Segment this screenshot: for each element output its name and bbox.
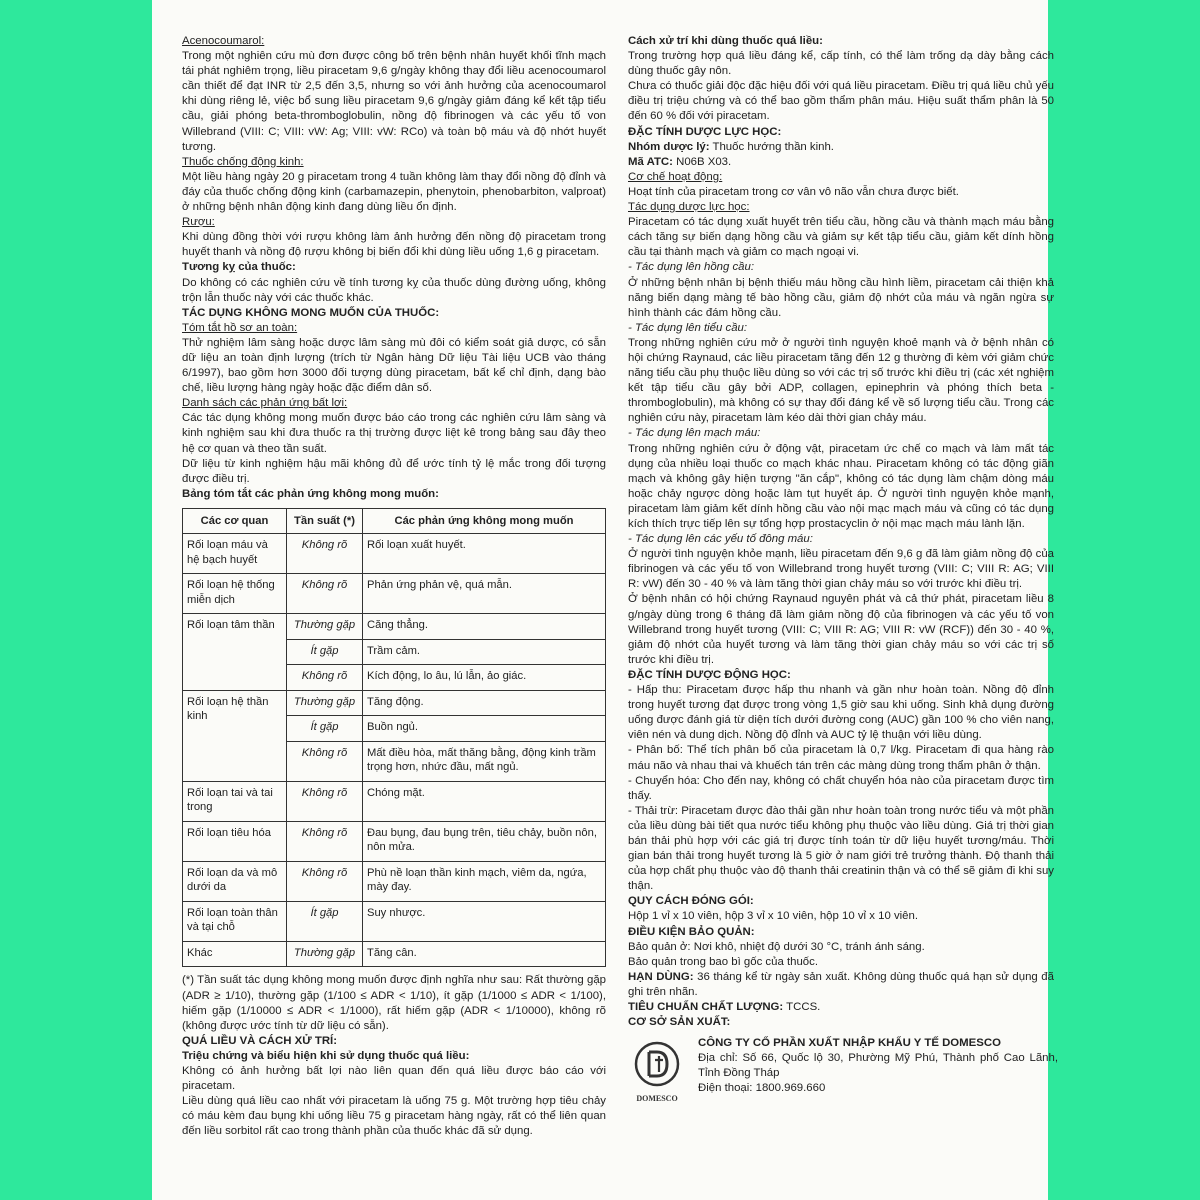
packaging-heading: QUY CÁCH ĐÓNG GÓI:	[628, 895, 754, 908]
alcohol-heading: Rượu:	[182, 216, 215, 229]
adverse-list-text-2: Dữ liệu từ kinh nghiệm hậu mãi không đủ để ước tính tỷ lệ mắc trong đối tượng được điều trị.	[182, 457, 606, 485]
frequency-cell: Không rõ	[287, 741, 363, 781]
platelet-effect-heading: - Tác dụng lên tiểu cầu:	[628, 321, 748, 334]
reaction-cell: Căng thẳng.	[363, 614, 606, 640]
alcohol-text: Khi dùng đồng thời với rượu không làm ảnh hưởng đến nồng độ piracetam trong huyết thanh và nồng độ rượu không bị biến đổi khi dùng liều uống 1,6 g piracetam.	[182, 231, 606, 259]
overdose-symptoms-text-2: Liều dùng quá liều cao nhất với piracetam là uống 75 g. Một trường hợp tiêu chảy có máu kèm đau bụng khi uống liều 75 g piracetam hàng ngày, rất có thể liên quan đến liều sorbitol rất cao trong thành phần của thuốc khác đã sử dụng.	[182, 1095, 606, 1138]
reaction-cell: Phản ứng phản vệ, quá mẫn.	[363, 574, 606, 614]
platelet-effect-text: Trong những nghiên cứu mở ở người tình nguyện khoẻ mạnh và ở bệnh nhân có hội chứng Raynaud, các liều piracetam tăng đến 12 g thường đi kèm với giảm chức năng tiểu cầu phụ thuộc liều dùng so với các trị số trước khi điều trị (các xét nghiệm kết tập tiểu cầu gây bởi ADP, collagen, epinephrin và phóng thích beta - thromboglobulin), mà không có sự thay đổi đáng kể về số lượng tiểu cầu. Trong các nghiên cứu này, piracetam làm kéo dài thời gian chảy máu.	[628, 336, 1054, 425]
organ-cell: Rối loạn tiêu hóa	[183, 821, 287, 861]
table-row	[183, 534, 606, 574]
manufacturer-details	[698, 1036, 1058, 1096]
table-row	[183, 574, 606, 614]
incompatibility-text: Do không có các nghiên cứu về tính tương kỵ của thuốc dùng đường uống, không trộn lẫn thuốc này với các thuốc khác.	[182, 276, 606, 304]
reaction-cell: Tăng động.	[363, 690, 606, 716]
mechanism-text: Hoạt tính của piracetam trong cơ vân vô não vẫn chưa được biết.	[628, 185, 959, 198]
storage-text: Bảo quản ở: Nơi khô, nhiệt độ dưới 30 °C, tránh ánh sáng.	[628, 940, 925, 953]
coagulation-effect-heading: - Tác dụng lên các yếu tố đông máu:	[628, 533, 813, 546]
table-row	[183, 614, 606, 640]
frequency-cell: Không rõ	[287, 665, 363, 691]
safety-summary-text: Thử nghiệm lâm sàng hoặc dược lâm sàng mù đôi có kiểm soát giả dược, có sẵn dữ liệu an toàn định lượng (trích từ Ngân hàng Dữ liệu Tài liệu UCB vào tháng 6/1997), bao gồm hơn 3000 đối tượng dùng piracetam, bất kể chỉ định, dạng bào chế, liều lượng hàng ngày hoặc đặc điểm dân số.	[182, 336, 606, 395]
acenocoumarol-text: Trong một nghiên cứu mù đơn được công bố trên bệnh nhân huyết khối tĩnh mạch tái phát nghiêm trọng, liều piracetam 9,6 g/ngày không thay đổi liều acenocoumarol cần thiết để đạt INR từ 2,5 đến 3,5, nhưng so với ảnh hưởng của acenocoumarol khi dùng riêng lẻ, việc bổ sung liều piracetam 9,6 g/ngày giảm đáng kể kết tập tiểu cầu, giải phóng beta-thromboglobulin, nồng độ fibrinogen và các yếu tố von Willebrand (VIII: C; VIII: vW: Ag; VIII: vW: RCo) và toàn bộ máu và độ nhớt huyết tương.	[182, 50, 606, 153]
pk-elimination: - Thải trừ: Piracetam được đào thải gần như hoàn toàn trong nước tiểu và một phần của liều dùng bài tiết qua nước tiểu không phụ thuộc vào liều dùng. Giá trị thời gian bán thải phù hợp với các giá trị được tính toán từ dữ liệu huyết tương/máu. Thời gian bán thải trong huyết tương là 5 giờ ở nam giới trẻ trưởng thành. Độ thanh thải của hợp chất phụ thuộc vào độ thanh thải creatinin thận và có thể sẽ giảm đi khi suy thận.	[628, 804, 1054, 893]
safety-summary-heading: Tóm tắt hồ sơ an toàn:	[182, 321, 298, 334]
adverse-table-heading: Bảng tóm tắt các phản ứng không mong muốn:	[182, 487, 439, 500]
reaction-cell: Phù nề loạn thần kinh mạch, viêm da, ngứa, mày đay.	[363, 861, 606, 901]
pd-effects-heading: Tác dụng dược lực học:	[628, 201, 750, 214]
group-label: Nhóm dược lý:	[628, 140, 710, 153]
organ-cell: Rối loạn hệ thần kinh	[183, 690, 287, 781]
logo-text: DOMESCO	[636, 1094, 678, 1104]
table-row	[183, 690, 606, 716]
table-row	[183, 781, 606, 821]
frequency-cell: Thường gặp	[287, 690, 363, 716]
overdose-treatment-text: Trong trường hợp quá liều đáng kể, cấp tính, có thể làm trống dạ dày bằng cách dùng thuốc gây nôn.	[628, 50, 1054, 78]
frequency-cell: Ít gặp	[287, 639, 363, 665]
domesco-logo-icon	[632, 1040, 682, 1104]
overdose-treatment-heading: Cách xử trí khi dùng thuốc quá liều:	[628, 35, 823, 47]
frequency-cell: Không rõ	[287, 781, 363, 821]
manufacturer-block	[628, 1036, 1058, 1106]
company-phone: Điện thoại: 1800.969.660	[698, 1082, 826, 1095]
overdose-treatment-text-2: Chưa có thuốc giải độc đặc hiệu đối với quá liều piracetam. Điều trị quá liều chủ yếu điều trị triệu chứng và có thể bao gồm thẩm phân máu. Hiệu suất thẩm phân là 50 đến 60 % đối với piracetam.	[628, 80, 1054, 123]
quality-standard-label: TIÊU CHUẨN CHẤT LƯỢNG:	[628, 1001, 784, 1013]
pharmacologic-group	[628, 140, 1054, 155]
coagulation-effect-text-2: Ở bệnh nhân có hội chứng Raynaud nguyên phát và cả thứ phát, piracetam liều 8 g/ngày dùng trong 6 tháng đã làm giảm nồng độ của fibrinogen và các yếu tố von Willebrand trong huyết tương (VIII: C; VIII R: AG; VIII R: vW (RCF)) đến 30 - 40 %, giảm độ nhớt của huyết tương và làm tăng thời gian chảy máu so với các trị số trước khi điều trị.	[628, 593, 1054, 666]
storage-heading: ĐIỀU KIỆN BẢO QUẢN:	[628, 925, 755, 938]
frequency-cell: Không rõ	[287, 821, 363, 861]
overdose-heading: QUÁ LIỀU VÀ CÁCH XỬ TRÍ:	[182, 1034, 337, 1047]
packaging-text: Hộp 1 vỉ x 10 viên, hộp 3 vỉ x 10 viên, hộp 10 vỉ x 10 viên.	[628, 910, 918, 923]
rbc-effect-text: Ở những bệnh nhân bị bệnh thiếu máu hồng cầu hình liềm, piracetam cải thiện khả năng biến dạng màng tế bào hồng cầu, giảm độ nhớt của máu và ngăn ngừa sự hình thành các đám hồng cầu.	[628, 276, 1054, 319]
quality-standard-value: TCCS.	[783, 1001, 821, 1013]
quality-standard	[628, 1000, 1054, 1015]
organ-cell: Rối loạn toàn thân và tại chỗ	[183, 901, 287, 941]
group-value: Thuốc hướng thần kinh.	[709, 140, 834, 153]
vessel-effect-text: Trong những nghiên cứu ở động vật, piracetam ức chế co mạch và làm mất tác dụng của nhiều loại thuốc co mạch khác nhau. Piracetam không có tác động giãn mạch và không gây hiện tượng "ăn cắp", không có tác dụng làm chậm dòng máu hoặc chảy ngược dòng hoặc làm tụt huyết áp. Ở người tình nguyện khỏe mạnh, piracetam làm giảm kết dính hồng cầu vào nội mạc mạch máu và cũng có tác dụng kích thích trực tiếp lên sự tổng hợp prostacyclin ở nội mạc mạch máu lành lặn.	[628, 442, 1054, 530]
right-column	[628, 34, 1058, 1106]
adverse-reactions-table	[182, 508, 606, 968]
pharmacokinetics-heading: ĐẶC TÍNH DƯỢC ĐỘNG HỌC:	[628, 668, 791, 681]
pd-effects-text: Piracetam có tác dụng xuất huyết trên tiểu cầu, hồng cầu và thành mạch máu bằng cách tăng sự biến dạng hồng cầu và giảm sự kết tập tiểu cầu, giảm kết dính hồng cầu tại thành mạch và giảm co mạch ngoại vi.	[628, 216, 1054, 259]
table-row	[183, 941, 606, 967]
frequency-cell: Ít gặp	[287, 901, 363, 941]
organ-cell: Khác	[183, 941, 287, 967]
adverse-effects-heading: TÁC DỤNG KHÔNG MONG MUỐN CỦA THUỐC:	[182, 306, 440, 319]
table-header-row	[183, 508, 606, 534]
reaction-cell: Chóng mặt.	[363, 781, 606, 821]
rbc-effect-heading: - Tác dụng lên hồng cầu:	[628, 261, 755, 274]
reaction-cell: Buồn ngủ.	[363, 716, 606, 742]
overdose-symptoms-text: Không có ảnh hưởng bất lợi nào liên quan đến quá liều được báo cáo với piracetam.	[182, 1064, 606, 1093]
company-name: CÔNG TY CỔ PHẦN XUẤT NHẬP KHẨU Y TẾ DOMESCO	[698, 1037, 1001, 1050]
reaction-cell: Trầm cảm.	[363, 639, 606, 665]
frequency-note: (*) Tần suất tác dụng không mong muốn được định nghĩa như sau: Rất thường gặp (ADR ≥ 1/10), thường gặp (1/100 ≤ ADR < 1/10), ít gặp (1/1000 ≤ ADR < 1/100), hiếm gặp (1/10000 ≤ ADR < 1/1000), rất hiếm gặp (ADR < 1/10000), không rõ (không được ước tính từ dữ liệu có sẵn).	[182, 974, 606, 1032]
reaction-cell: Suy nhược.	[363, 901, 606, 941]
adverse-list-text: Các tác dụng không mong muốn được báo cáo trong các nghiên cứu lâm sàng và kinh nghiệm sau khi đưa thuốc ra thị trường được liệt kê trong bảng sau đây theo hệ cơ quan và theo tần suất.	[182, 412, 606, 455]
leaflet-page	[152, 0, 1058, 1200]
atc-label: Mã ATC:	[628, 155, 673, 168]
reaction-cell: Kích động, lo âu, lú lẫn, ảo giác.	[363, 665, 606, 691]
table-row	[183, 821, 606, 861]
pk-distribution: - Phân bố: Thể tích phân bố của piracetam là 0,7 l/kg. Piracetam đi qua hàng rào máu não và nhau thai và khuếch tán trên các màng dùng trong thẩm phân ở thận.	[628, 744, 1054, 772]
frequency-cell: Không rõ	[287, 574, 363, 614]
pk-metabolism: - Chuyển hóa: Cho đến nay, không có chất chuyển hóa nào của piracetam được tìm thấy.	[628, 774, 1054, 802]
header-organ: Các cơ quan	[183, 508, 287, 534]
shelf-life-value: 36 tháng kể từ ngày sản xuất. Không dùng thuốc quá hạn sử dụng đã ghi trên nhãn.	[628, 970, 1054, 998]
pk-absorption: - Hấp thu: Piracetam được hấp thu nhanh và gần như hoàn toàn. Nồng độ đỉnh trong huyết tương đạt được trong vòng 1,5 giờ sau khi uống. Sinh khả dụng đường uống được đánh giá từ diện tích dưới đường cong (AUC) gần 100 % cho viên nang, viên nén và dung dịch. Nồng độ đỉnh và AUC tỷ lệ thuận với liều dùng.	[628, 684, 1054, 742]
organ-cell: Rối loạn tai và tai trong	[183, 781, 287, 821]
shelf-life	[628, 970, 1054, 1000]
shelf-life-label: HẠN DÙNG:	[628, 970, 694, 983]
frequency-cell: Ít gặp	[287, 716, 363, 742]
organ-cell: Rối loạn máu và hệ bạch huyết	[183, 534, 287, 574]
table-row	[183, 861, 606, 901]
overdose-symptoms-heading: Triệu chứng và biểu hiện khi sử dụng thuốc quá liều:	[182, 1049, 470, 1062]
organ-cell: Rối loạn da và mô dưới da	[183, 861, 287, 901]
mechanism-heading: Cơ chế hoạt động:	[628, 170, 723, 183]
incompatibility-heading: Tương kỵ của thuốc:	[182, 261, 296, 274]
reaction-cell: Rối loạn xuất huyết.	[363, 534, 606, 574]
table-row	[183, 901, 606, 941]
header-reaction: Các phản ứng không mong muốn	[363, 508, 606, 534]
reaction-cell: Mất điều hòa, mất thăng bằng, động kinh trầm trọng hơn, nhức đầu, mất ngủ.	[363, 741, 606, 781]
coagulation-effect-text: Ở người tình nguyện khỏe mạnh, liều piracetam đến 9,6 g đã làm giảm nồng độ của fibrinogen và các yếu tố von Willebrand trong huyết tương (VIII: C; VIII R: AG; VIII R: vW) đến 30 - 40 % và làm tăng thời gian chảy máu so với trước khi điều trị.	[628, 548, 1054, 591]
company-address: Địa chỉ: Số 66, Quốc lộ 30, Phường Mỹ Phú, Thành phố Cao Lãnh, Tỉnh Đồng Tháp	[698, 1052, 1058, 1080]
vessel-effect-heading: - Tác dụng lên mạch máu:	[628, 427, 761, 440]
acenocoumarol-heading: Acenocoumarol:	[182, 35, 265, 47]
frequency-cell: Không rõ	[287, 534, 363, 574]
atc-code	[628, 155, 1054, 170]
adverse-list-heading: Danh sách các phản ứng bất lợi:	[182, 397, 348, 410]
reaction-cell: Đau bụng, đau bụng trên, tiêu chảy, buồn nôn, nôn mửa.	[363, 821, 606, 861]
anticonvulsant-text: Một liều hàng ngày 20 g piracetam trong 4 tuần không làm thay đổi nồng độ đỉnh và đáy của thuốc chống động kinh (carbamazepin, phenytoin, phenobarbiton, valproat) ở những bệnh nhân động kinh đang dùng liều ổn định.	[182, 170, 606, 214]
manufacturer-heading: CƠ SỞ SẢN XUẤT:	[628, 1016, 731, 1029]
reaction-cell: Tăng cân.	[363, 941, 606, 967]
frequency-cell: Thường gặp	[287, 941, 363, 967]
header-frequency: Tần suất (*)	[287, 508, 363, 534]
frequency-cell: Thường gặp	[287, 614, 363, 640]
storage-text-2: Bảo quản trong bao bì gốc của thuốc.	[628, 955, 818, 968]
anticonvulsant-heading: Thuốc chống động kinh:	[182, 155, 304, 168]
pharmacodynamics-heading: ĐẶC TÍNH DƯỢC LỰC HỌC:	[628, 125, 782, 138]
frequency-cell: Không rõ	[287, 861, 363, 901]
organ-cell: Rối loạn hệ thống miễn dịch	[183, 574, 287, 614]
atc-value: N06B X03.	[672, 155, 732, 168]
left-column	[182, 34, 606, 1139]
organ-cell: Rối loạn tâm thần	[183, 614, 287, 691]
